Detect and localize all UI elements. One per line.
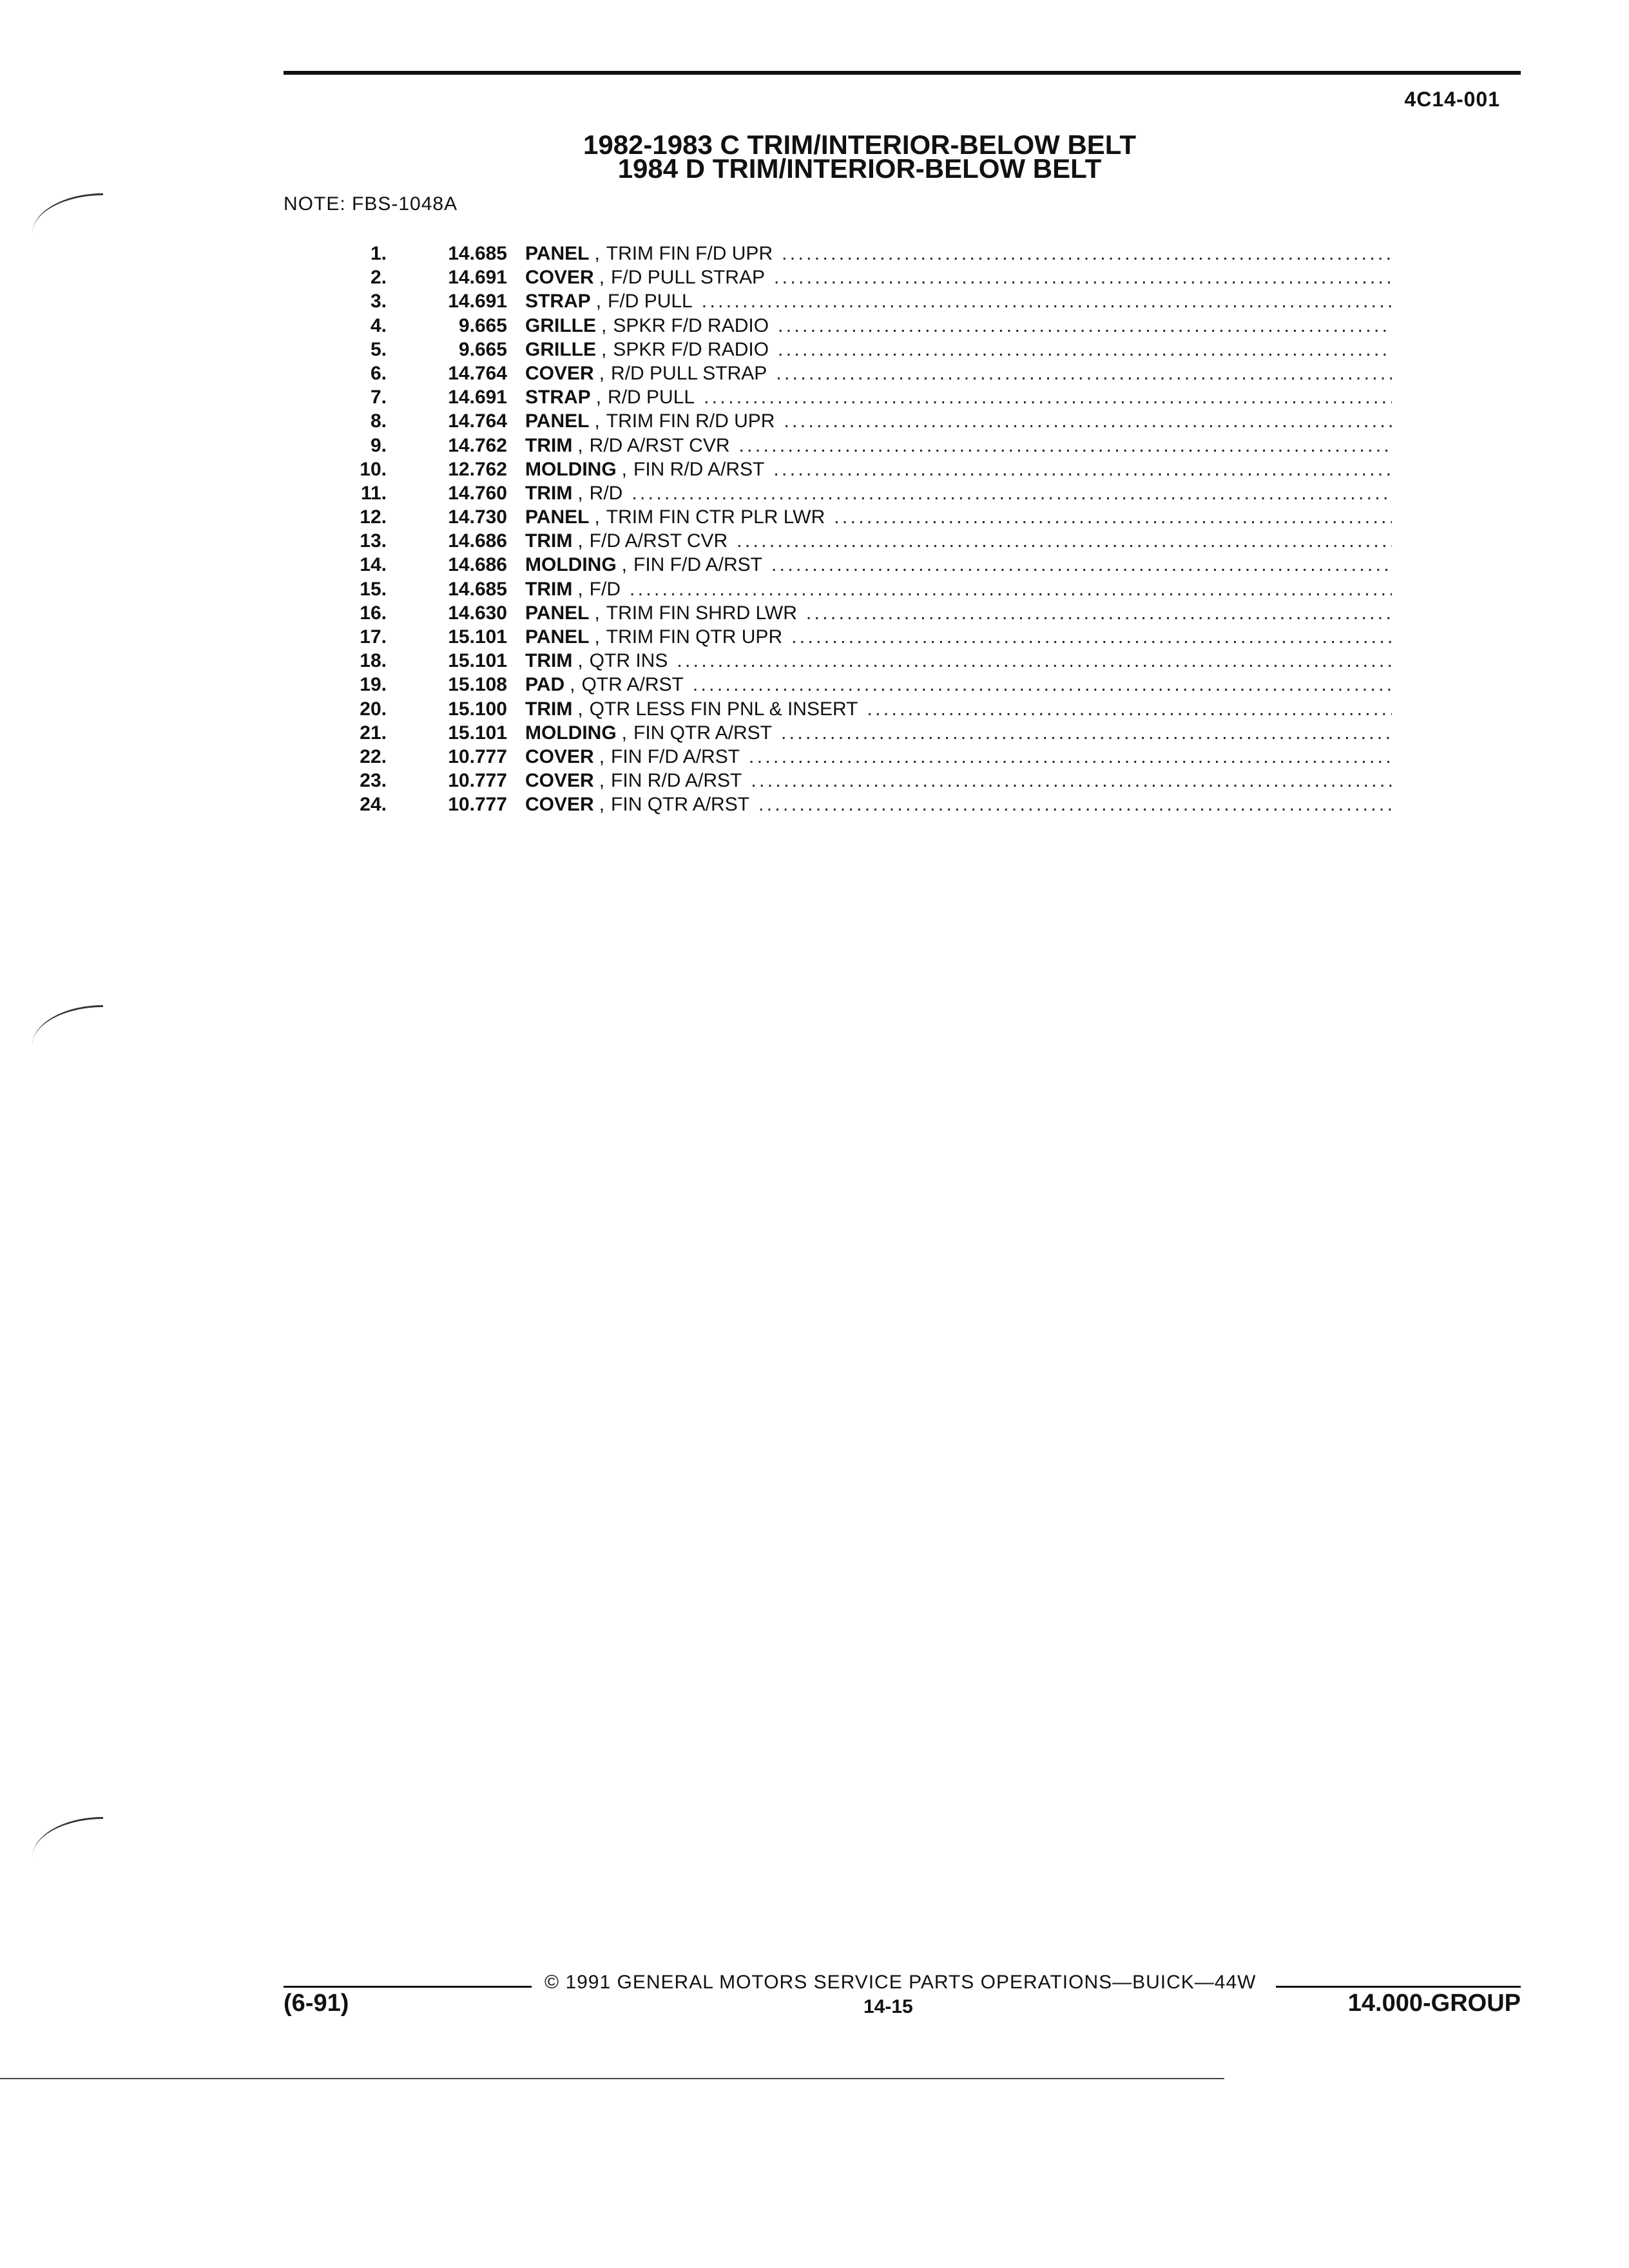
list-item (335, 289, 1392, 313)
separator-comma: , (595, 387, 602, 408)
separator-comma: , (577, 482, 583, 504)
group-reference: 15.101 (448, 722, 507, 744)
list-item (335, 361, 1392, 385)
group-reference: 14.762 (448, 434, 507, 456)
separator-comma: , (594, 410, 600, 432)
group-reference: 10.777 (448, 794, 507, 816)
note: NOTE: FBS-1048A (284, 193, 458, 215)
list-item (335, 673, 1392, 697)
dot-leader (773, 457, 1392, 481)
part-description: FIN R/D A/RST (611, 770, 742, 792)
part-description: QTR LESS FIN PNL & INSERT (589, 698, 858, 720)
part-name: COVER (525, 794, 594, 816)
separator-comma: , (594, 602, 600, 624)
separator-comma: , (577, 650, 583, 672)
list-item (335, 265, 1392, 289)
part-name: COVER (525, 745, 594, 767)
bottom-rule (0, 2078, 1224, 2079)
group-reference: 10.777 (448, 745, 507, 767)
dot-leader (771, 553, 1392, 577)
separator-comma: , (599, 770, 605, 792)
group-reference: 14.685 (448, 578, 507, 600)
parts-list (335, 242, 1392, 817)
separator-comma: , (621, 458, 627, 480)
dot-leader (776, 361, 1392, 385)
part-description: SPKR F/D RADIO (613, 338, 769, 360)
part-description: R/D (589, 482, 623, 504)
copyright-notice: © 1991 GENERAL MOTORS SERVICE PARTS OPERATIONS—BUICK—44W (545, 1972, 1257, 1993)
punch-hole-mark (32, 1817, 103, 1858)
list-item (335, 721, 1392, 745)
separator-comma: , (599, 794, 605, 816)
group-reference: 14.691 (448, 291, 507, 312)
dot-leader (791, 625, 1392, 649)
part-description: F/D PULL STRAP (611, 267, 765, 289)
list-item (335, 338, 1392, 361)
item-number: 21. (360, 722, 387, 744)
part-name: MOLDING (525, 554, 617, 576)
dot-leader (867, 697, 1392, 721)
list-item (335, 601, 1392, 625)
group-reference: 9.665 (458, 338, 507, 360)
group-reference: 15.101 (448, 650, 507, 672)
item-number: 1. (370, 243, 387, 264)
part-name: TRIM (525, 434, 573, 456)
group-reference: 14.630 (448, 602, 507, 624)
list-item (335, 529, 1392, 553)
part-description: TRIM FIN SHRD LWR (606, 602, 797, 624)
part-name: TRIM (525, 578, 573, 600)
part-description: TRIM FIN QTR UPR (606, 626, 783, 648)
page-code: 4C14-001 (1404, 88, 1500, 111)
group-reference: 15.101 (448, 626, 507, 648)
part-name: PANEL (525, 602, 590, 624)
footer-rule-right (1276, 1986, 1521, 1988)
item-number: 19. (360, 674, 387, 696)
part-name: TRIM (525, 482, 573, 504)
item-number: 24. (360, 794, 387, 816)
list-item (335, 769, 1392, 793)
part-name: TRIM (525, 698, 573, 720)
dot-leader (704, 385, 1392, 409)
dot-leader (782, 242, 1392, 265)
part-description: FIN F/D A/RST (633, 554, 763, 576)
dot-leader (806, 601, 1392, 625)
separator-comma: , (577, 578, 583, 600)
part-name: MOLDING (525, 458, 617, 480)
dot-leader (630, 577, 1392, 601)
separator-comma: , (621, 554, 627, 576)
part-name: STRAP (525, 387, 591, 408)
separator-comma: , (595, 291, 602, 312)
item-number: 18. (360, 650, 387, 672)
group-reference: 10.777 (448, 770, 507, 792)
list-item (335, 434, 1392, 457)
item-number: 14. (360, 554, 387, 576)
list-item (335, 649, 1392, 673)
item-number: 7. (370, 387, 387, 408)
dot-leader (737, 529, 1392, 553)
group-reference: 14.686 (448, 530, 507, 552)
part-description: TRIM FIN R/D UPR (606, 410, 775, 432)
item-number: 3. (370, 291, 387, 312)
part-name: GRILLE (525, 338, 596, 360)
list-item (335, 625, 1392, 649)
part-name: COVER (525, 362, 594, 384)
part-name: STRAP (525, 291, 591, 312)
group-reference: 14.730 (448, 506, 507, 528)
dot-leader (834, 505, 1392, 529)
item-number: 9. (370, 434, 387, 456)
item-number: 11. (360, 482, 387, 504)
punch-hole-mark (32, 193, 103, 234)
dot-leader (778, 314, 1392, 338)
item-number: 5. (370, 338, 387, 360)
group-reference: 15.100 (448, 698, 507, 720)
dot-leader (778, 338, 1392, 361)
group-reference: 14.764 (448, 362, 507, 384)
separator-comma: , (599, 362, 605, 384)
item-number: 17. (360, 626, 387, 648)
separator-comma: , (601, 314, 607, 336)
dot-leader (631, 481, 1392, 505)
part-name: COVER (525, 267, 594, 289)
part-description: F/D A/RST CVR (589, 530, 728, 552)
dot-leader (758, 793, 1392, 816)
page-title-line-2: 1984 D TRIM/INTERIOR-BELOW BELT (617, 153, 1102, 184)
list-item (335, 314, 1392, 338)
part-description: FIN QTR A/RST (611, 794, 750, 816)
item-number: 4. (370, 314, 387, 336)
list-item (335, 793, 1392, 816)
part-name: TRIM (525, 650, 573, 672)
part-name: GRILLE (525, 314, 596, 336)
separator-comma: , (594, 506, 600, 528)
separator-comma: , (577, 530, 583, 552)
separator-comma: , (599, 267, 605, 289)
list-item (335, 457, 1392, 481)
list-item (335, 745, 1392, 769)
item-number: 15. (360, 578, 387, 600)
list-item (335, 577, 1392, 601)
list-item (335, 481, 1392, 505)
list-item (335, 242, 1392, 265)
item-number: 8. (370, 410, 387, 432)
separator-comma: , (594, 243, 600, 264)
item-number: 6. (370, 362, 387, 384)
item-number: 22. (360, 745, 387, 767)
list-item (335, 553, 1392, 577)
group-reference: 14.686 (448, 554, 507, 576)
part-description: TRIM FIN F/D UPR (606, 243, 773, 264)
group-reference: 9.665 (458, 314, 507, 336)
separator-comma: , (599, 745, 605, 767)
part-name: PANEL (525, 626, 590, 648)
page-title-line-1: 1982-1983 C TRIM/INTERIOR-BELOW BELT (583, 130, 1136, 160)
part-description: TRIM FIN CTR PLR LWR (606, 506, 825, 528)
dot-leader (702, 289, 1392, 313)
part-description: F/D (589, 578, 621, 600)
group-reference: 14.760 (448, 482, 507, 504)
item-number: 2. (370, 267, 387, 289)
item-number: 20. (360, 698, 387, 720)
dot-leader (751, 769, 1392, 793)
part-description: R/D A/RST CVR (589, 434, 730, 456)
part-description: R/D PULL (608, 387, 695, 408)
part-description: QTR A/RST (581, 674, 684, 696)
separator-comma: , (621, 722, 627, 744)
part-description: R/D PULL STRAP (611, 362, 767, 384)
dot-leader (749, 745, 1392, 769)
dot-leader (784, 409, 1392, 433)
list-item (335, 505, 1392, 529)
group-code: 14.000-GROUP (1347, 1990, 1521, 2017)
top-rule (284, 71, 1521, 75)
item-number: 12. (360, 506, 387, 528)
part-description: F/D PULL (608, 291, 693, 312)
punch-hole-mark (32, 1005, 103, 1046)
item-number: 23. (360, 770, 387, 792)
list-item (335, 697, 1392, 721)
list-item (335, 385, 1392, 409)
part-name: TRIM (525, 530, 573, 552)
separator-comma: , (594, 626, 600, 648)
part-description: SPKR F/D RADIO (613, 314, 769, 336)
separator-comma: , (577, 698, 583, 720)
dot-leader (781, 721, 1392, 745)
group-reference: 14.764 (448, 410, 507, 432)
group-reference: 14.691 (448, 387, 507, 408)
issue-date: (6-91) (284, 1990, 349, 2017)
group-reference: 12.762 (448, 458, 507, 480)
part-name: MOLDING (525, 722, 617, 744)
list-item (335, 409, 1392, 433)
part-name: COVER (525, 770, 594, 792)
group-reference: 15.108 (448, 674, 507, 696)
part-description: FIN F/D A/RST (611, 745, 740, 767)
part-description: FIN R/D A/RST (633, 458, 765, 480)
group-reference: 14.685 (448, 243, 507, 264)
part-name: PANEL (525, 506, 590, 528)
part-name: PAD (525, 674, 565, 696)
item-number: 13. (360, 530, 387, 552)
dot-leader (677, 649, 1392, 673)
part-name: PANEL (525, 410, 590, 432)
separator-comma: , (577, 434, 583, 456)
part-description: QTR INS (589, 650, 668, 672)
dot-leader (774, 265, 1392, 289)
dot-leader (739, 434, 1393, 457)
part-description: FIN QTR A/RST (633, 722, 773, 744)
group-reference: 14.691 (448, 267, 507, 289)
item-number: 10. (360, 458, 387, 480)
dot-leader (693, 673, 1392, 697)
separator-comma: , (570, 674, 575, 696)
separator-comma: , (601, 338, 607, 360)
page-number: 14-15 (863, 1996, 913, 2017)
part-name: PANEL (525, 243, 590, 264)
item-number: 16. (360, 602, 387, 624)
footer-rule-left (284, 1986, 532, 1988)
